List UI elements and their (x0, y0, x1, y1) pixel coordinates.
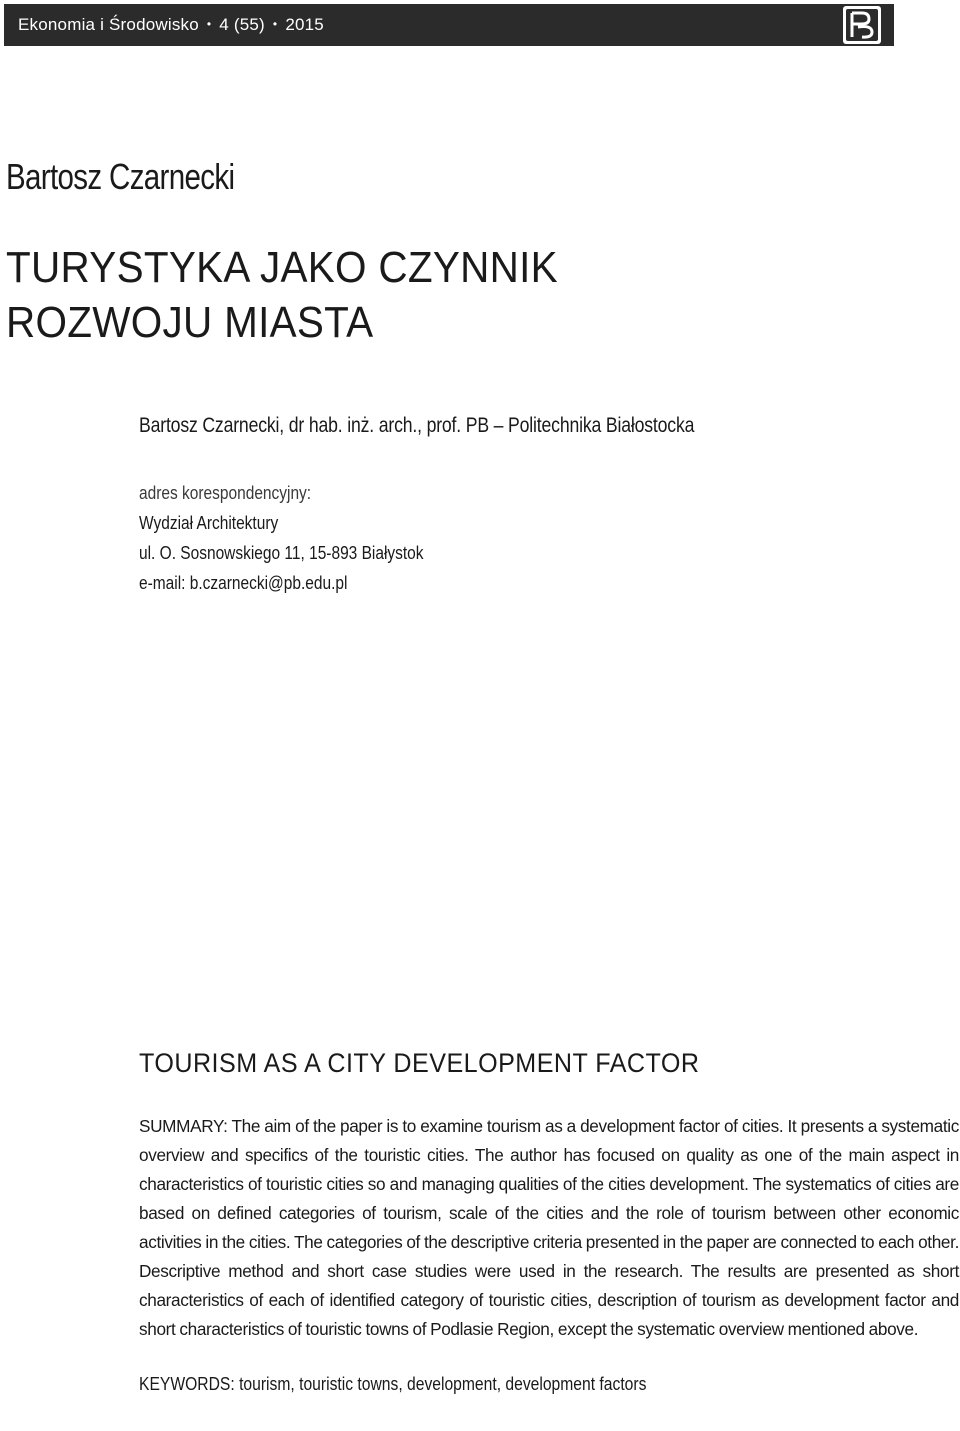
journal-logo-icon (836, 4, 888, 46)
address-line1: Wydział Architektury (139, 513, 279, 533)
journal-issue: 4 (55) (219, 15, 265, 34)
address-email: e-mail: b.czarnecki@pb.edu.pl (139, 573, 348, 593)
address-label: adres korespondencyjny: (139, 483, 312, 503)
journal-name: Ekonomia i Środowisko (18, 15, 199, 34)
summary-label: SUMMARY: (139, 1116, 228, 1136)
keywords-line (139, 1374, 646, 1395)
author-name: Bartosz Czarnecki (6, 156, 235, 197)
article-title-english: TOURISM AS A CITY DEVELOPMENT FACTOR (139, 1048, 700, 1078)
journal-year: 2015 (285, 15, 324, 34)
journal-header-bar (4, 4, 894, 46)
header-separator: • (272, 17, 278, 31)
article-title-polish (6, 240, 558, 350)
correspondence-address (139, 478, 424, 598)
title-pl-line2: ROZWOJU MIASTA (6, 298, 374, 347)
summary-paragraph (139, 1112, 959, 1344)
address-line2: ul. O. Sosnowskiego 11, 15-893 Białystok (139, 543, 424, 563)
title-pl-line1: TURYSTYKA JAKO CZYNNIK (6, 243, 558, 292)
header-separator: • (206, 17, 212, 31)
author-affiliation: Bartosz Czarnecki, dr hab. inż. arch., prof. PB – Politechnika Białostocka (139, 414, 695, 437)
summary-text: The aim of the paper is to examine tourism as a development factor of cities. It presents a systematic overview and specifics of the touristic cities. The author has focused on quality as one of the main aspect in characteristics of touristic cities so and managing qualities of the cities development. The systematics of cities are based on defined categories of tourism, scale of the cities and the role of tourism between other economic activities in the cities. The categories of the descriptive criteria presented in the paper are connected to each other. Descriptive method and short case studies were used in the research. The results are presented as short characteristics of each of identified category of touristic cities, description of tourism as development factor and short characteristics of touristic towns of Podlasie Region, except the systematic overview mentioned above. (139, 1116, 959, 1339)
keywords-label: KEYWORDS: (139, 1374, 235, 1394)
keywords-text: tourism, touristic towns, development, development factors (239, 1374, 647, 1394)
